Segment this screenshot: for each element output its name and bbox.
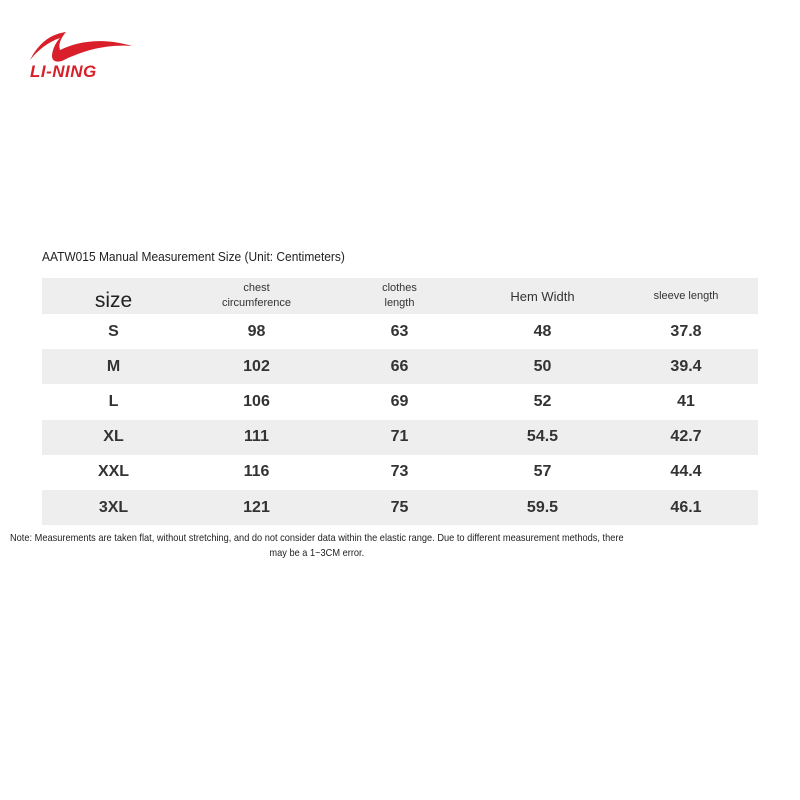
header-chest (185, 278, 328, 314)
cell-hem: 50 (533, 357, 552, 375)
cell-size: XXL (97, 463, 130, 481)
cell-sleeve: 41 (677, 392, 695, 410)
cell-length: 66 (390, 357, 409, 375)
table-row (42, 490, 758, 525)
header-length-line2: length (384, 297, 415, 309)
cell-hem: 59.5 (526, 498, 559, 516)
page-title: AATW015 Manual Measurement Size (Unit: Centimeters) (42, 249, 345, 264)
table-header-row (42, 278, 758, 314)
cell-length: 71 (390, 428, 409, 446)
cell-sleeve: 42.7 (670, 428, 702, 446)
cell-sleeve: 44.4 (670, 463, 702, 481)
header-length-line1: clothes (382, 282, 417, 294)
table-row (42, 455, 758, 490)
cell-sleeve: 46.1 (670, 498, 702, 516)
cell-size: S (108, 322, 119, 340)
cell-size: M (106, 357, 121, 375)
cell-chest: 111 (244, 428, 269, 446)
size-chart-table (42, 278, 758, 525)
cell-length: 69 (390, 392, 409, 410)
cell-length: 73 (390, 463, 409, 481)
header-chest-line1: chest (243, 282, 270, 294)
table-row (42, 314, 758, 349)
table-row (42, 349, 758, 384)
brand-name: LI-NING (30, 62, 97, 81)
cell-length: 75 (390, 498, 409, 516)
cell-hem: 57 (533, 463, 552, 481)
header-chest-line2: circumference (221, 297, 292, 309)
cell-size: XL (103, 428, 124, 446)
measurement-note: Note: Measurements are taken flat, without stretching, and do not consider data within the elastic range. Due to different measurement methods, there may be a 1~3CM error. (9, 532, 624, 559)
cell-sleeve: 37.8 (670, 322, 702, 340)
li-ning-logo (28, 30, 134, 86)
header-hem-width: Hem Width (510, 288, 575, 304)
cell-chest: 106 (243, 392, 270, 410)
cell-sleeve: 39.4 (670, 357, 702, 375)
li-ning-swoosh-icon (28, 30, 134, 64)
cell-chest: 121 (243, 498, 270, 516)
cell-length: 63 (390, 322, 409, 340)
table-row (42, 384, 758, 419)
header-sleeve-length: sleeve length (653, 289, 719, 302)
cell-hem: 54.5 (526, 428, 559, 446)
cell-hem: 52 (533, 392, 552, 410)
cell-chest: 102 (243, 357, 270, 375)
header-size: size (94, 288, 133, 312)
cell-size: L (108, 392, 119, 410)
table-row (42, 420, 758, 455)
cell-chest: 116 (243, 463, 270, 481)
cell-size: 3XL (98, 498, 129, 516)
cell-hem: 48 (533, 322, 552, 340)
header-length (328, 278, 471, 314)
cell-chest: 98 (247, 322, 266, 340)
